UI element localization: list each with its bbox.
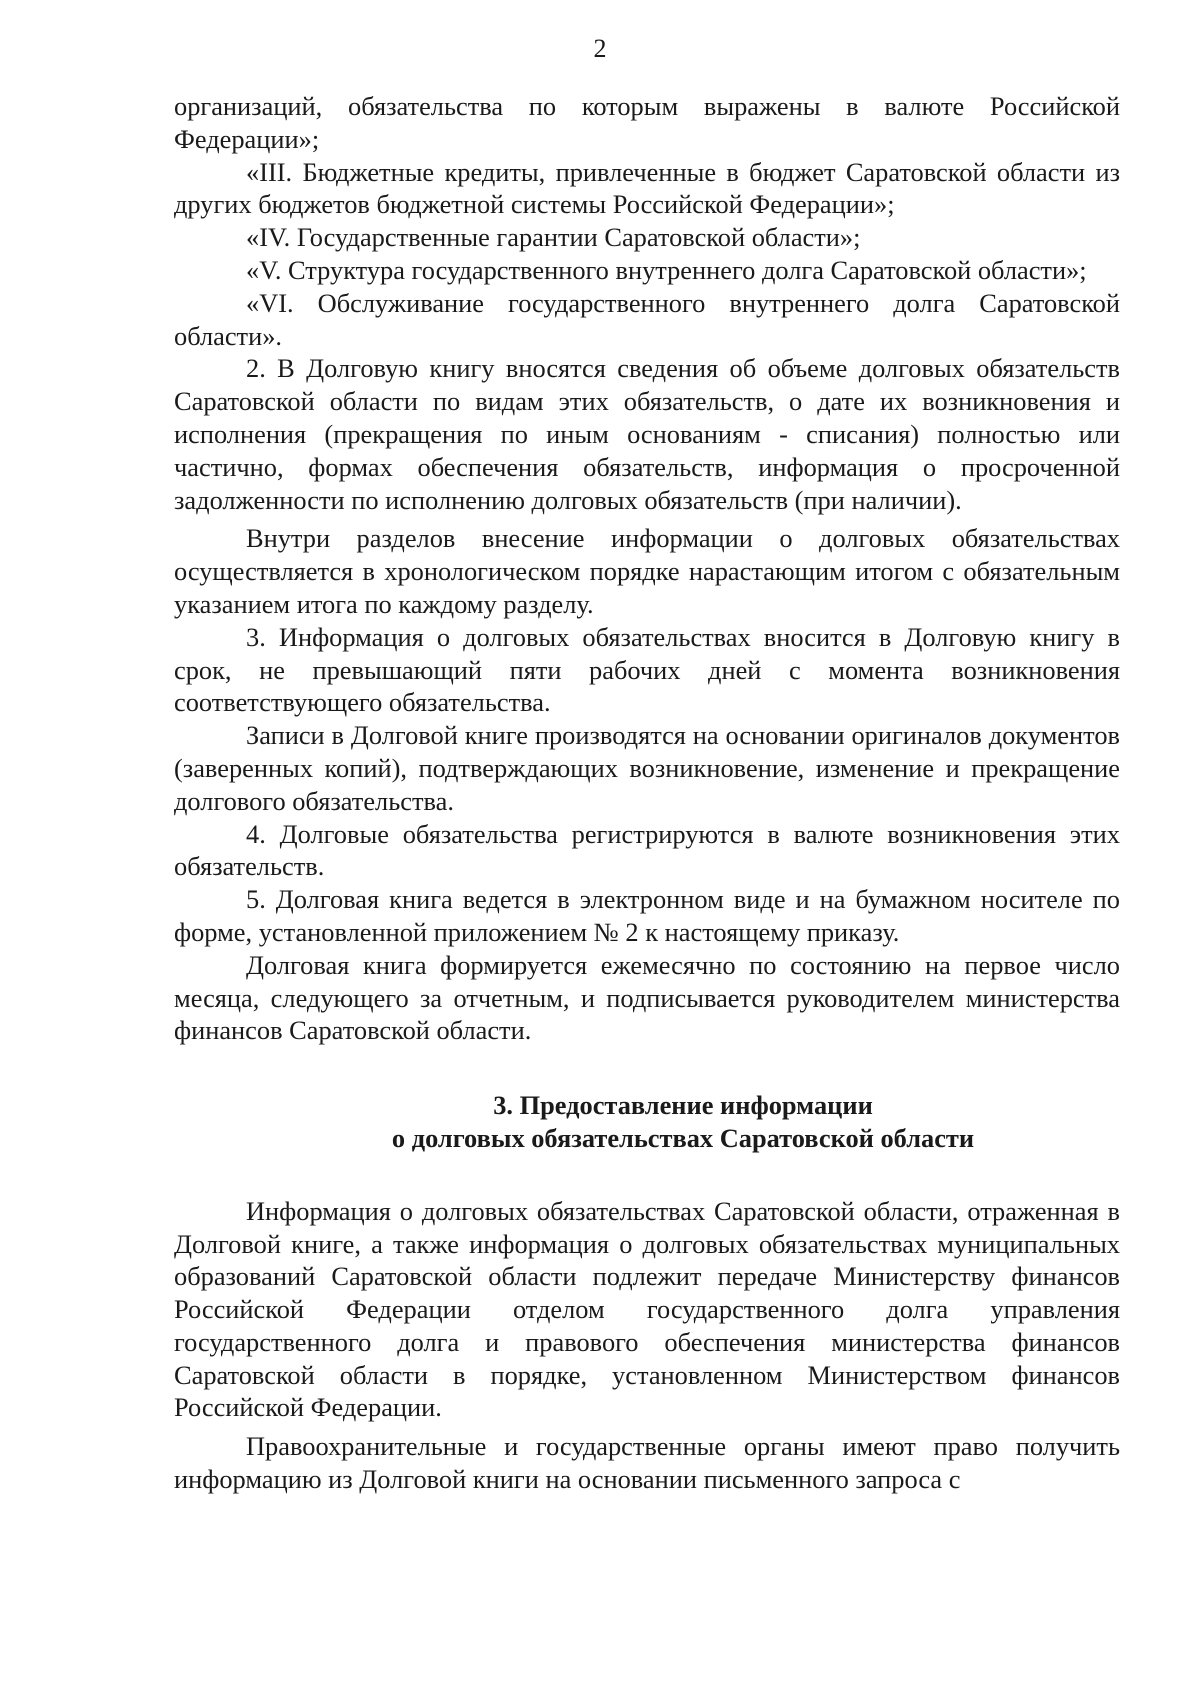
paragraph: Записи в Долговой книге производятся на основании оригиналов документов (заверенных копий), подтверждающих возникновение, изменение и прекращение долгового обязательства. bbox=[174, 720, 1120, 816]
paragraph: организаций, обязательства по которым выражены в валюте Российской Федерации»; bbox=[174, 91, 1120, 154]
paragraph: «V. Структура государственного внутреннего долга Саратовской области»; bbox=[246, 254, 1087, 285]
paragraph: Долговая книга формируется ежемесячно по состоянию на первое число месяца, следующего за отчетным, и подписывается руководителем министерства финансов Саратовской области. bbox=[174, 949, 1120, 1046]
document-body bbox=[174, 90, 1120, 1496]
paragraph: «IV. Государственные гарантии Саратовской области»; bbox=[246, 222, 861, 253]
section-heading-line-1: 3. Предоставление информации bbox=[493, 1090, 873, 1121]
paragraph: Правоохранительные и государственные органы имеют право получить информацию из Долговой книги на основании письменного запроса с bbox=[174, 1431, 1120, 1495]
paragraph: 4. Долговые обязательства регистрируются в валюте возникновения этих обязательств. bbox=[174, 818, 1120, 882]
paragraph: 3. Информация о долговых обязательствах вносится в Долговую книгу в срок, не превышающий пяти рабочих дней с момента возникновения соответствующего обязательства. bbox=[174, 621, 1120, 718]
page-number: 2 bbox=[593, 34, 607, 63]
paragraph: Информация о долговых обязательствах Саратовской области, отраженная в Долговой книге, а также информация о долговых обязательствах муниципальных образований Саратовской области подлежит передаче Министерству финансов Российской Федерации отделом государственного долга управления государственного долга и правового обеспечения министерства финансов Саратовской области в порядке, установленном Министерством финансов Российской Федерации. bbox=[174, 1195, 1120, 1423]
paragraph: Внутри разделов внесение информации о долговых обязательствах осуществляется в хронологическом порядке нарастающим итогом с обязательным указанием итога по каждому разделу. bbox=[174, 523, 1120, 619]
section-heading-line-2: о долговых обязательствах Саратовской области bbox=[391, 1122, 975, 1153]
paragraph: 5. Долговая книга ведется в электронном виде и на бумажном носителе по форме, установленной приложением № 2 к настоящему приказу. bbox=[174, 884, 1120, 947]
section-heading bbox=[174, 1089, 1120, 1155]
paragraph: 2. В Долговую книгу вносятся сведения об объеме долговых обязательств Саратовской области по видам этих обязательств, о дате их возникновения и исполнения (прекращения по иным основаниям - списания) полностью или частично, формах обеспечения обязательств, информация о просроченной задолженности по исполнению долговых обязательств (при наличии). bbox=[174, 353, 1120, 515]
paragraph: «VI. Обслуживание государственного внутреннего долга Саратовской области». bbox=[174, 287, 1120, 351]
paragraph: «III. Бюджетные кредиты, привлеченные в бюджет Саратовской области из других бюджетов бюджетной системы Российской Федерации»; bbox=[174, 156, 1120, 220]
